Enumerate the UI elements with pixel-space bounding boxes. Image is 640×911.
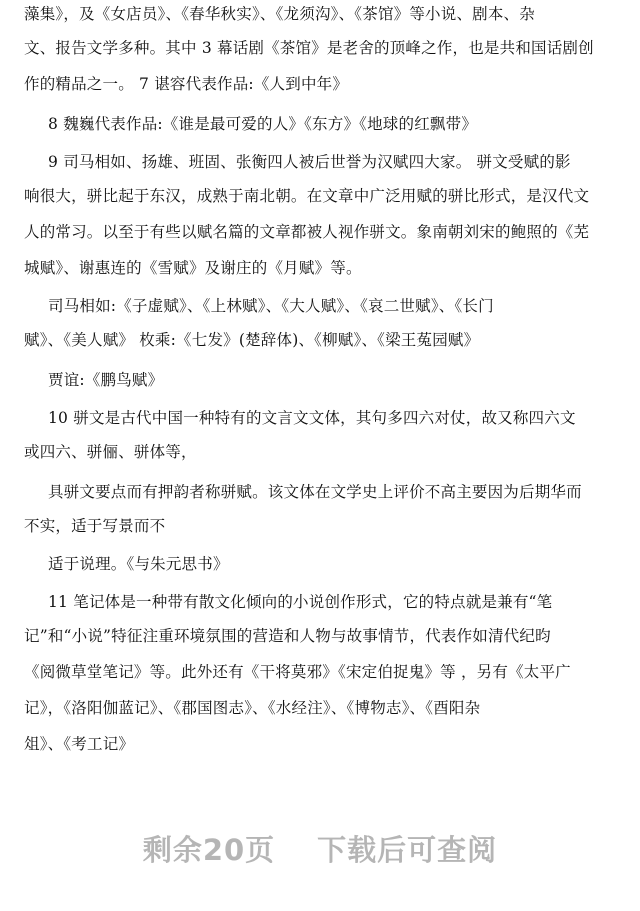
text-line: 藻集》，及《女店员》、《春华秋实》、《龙须沟》、《茶馆》等小说、剧本、杂	[24, 5, 535, 23]
text-line: 人的常习。以至于有些以赋名篇的文章都被人视作骈文。象南朝刘宋的鲍照的《芜	[24, 223, 590, 241]
text-line: 具骈文要点而有押韵者称骈赋。该文体在文学史上评价不高主要因为后期华而	[48, 483, 582, 501]
text-line: 10 骈文是古代中国一种特有的文言文文体，其句多四六对仗，故又称四六文	[48, 409, 576, 427]
text-line: 赋》、《美人赋》 枚乘:《七发》(楚辞体)、《柳赋》、《梁王菟园赋》	[24, 331, 480, 349]
text-line: 记》，《洛阳伽蓝记》、《郡国图志》、《水经注》、《博物志》、《酉阳杂	[24, 699, 481, 717]
text-line: 响很大，骈比起于东汉，成熟于南北朝。在文章中广泛用赋的骈比形式，是汉代文	[24, 187, 590, 205]
text-line: 适于说理。《与朱元思书》	[48, 555, 229, 573]
text-line: 《阅微草堂笔记》等。此外还有《干将莫邪》《宋定伯捉鬼》等 ，另有《太平广	[24, 663, 571, 681]
text-line: 文、报告文学多种。其中 3 幕话剧《茶馆》是老舍的顶峰之作，也是共和国话剧创	[24, 39, 594, 57]
text-line: 或四六、骈俪、骈体等，	[24, 443, 197, 461]
text-line: 11 笔记体是一种带有散文化倾向的小说创作形式，它的特点就是兼有“笔	[48, 593, 553, 611]
text-line: 9 司马相如、扬雄、班固、张衡四人被后世誉为汉赋四大家。 骈文受赋的影	[48, 153, 571, 171]
text-line: 作的精品之一。 7 谌容代表作品:《人到中年》	[24, 75, 349, 93]
download-to-view-text[interactable]: 下载后可查阅	[317, 833, 498, 867]
text-line: 俎》、《考工记》	[24, 735, 135, 753]
download-banner[interactable]	[0, 828, 640, 869]
text-line: 城赋》、谢惠连的《雪赋》及谢庄的《月赋》等。	[24, 259, 362, 277]
text-line: 贾谊:《鹏鸟赋》	[48, 371, 164, 389]
remaining-pages-text: 剩余20页	[142, 833, 276, 867]
text-line: 8 魏巍代表作品:《谁是最可爱的人》《东方》《地球的红飘带》	[48, 115, 478, 133]
text-line: 记”和“小说”特征注重环境氛围的营造和人物与故事情节，代表作如清代纪昀	[24, 627, 551, 645]
text-line: 不实，适于写景而不	[24, 517, 166, 535]
text-line: 司马相如:《子虚赋》、《上林赋》、《大人赋》、《哀二世赋》、《长门	[48, 297, 494, 315]
